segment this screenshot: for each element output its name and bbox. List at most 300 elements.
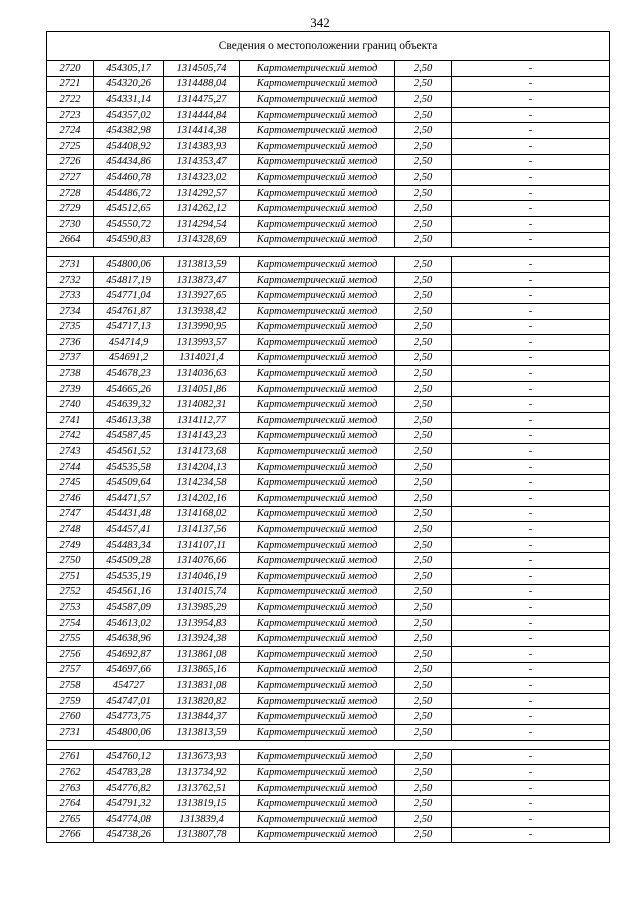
y-coordinate-cell: 1313831,08: [164, 678, 240, 694]
y-coordinate-cell: 1313990,95: [164, 319, 240, 335]
point-number-cell: 2728: [47, 185, 94, 201]
separator-cell: [240, 740, 395, 749]
y-coordinate-cell: 1313813,59: [164, 257, 240, 273]
point-number-cell: 2731: [47, 724, 94, 740]
table-row: [47, 61, 610, 77]
point-number-cell: 2759: [47, 693, 94, 709]
point-number-cell: 2756: [47, 646, 94, 662]
y-coordinate-cell: 1314505,74: [164, 61, 240, 77]
point-number-cell: 2757: [47, 662, 94, 678]
description-cell: -: [452, 827, 610, 843]
x-coordinate-cell: 454509,64: [94, 475, 164, 491]
y-coordinate-cell: 1314076,66: [164, 553, 240, 569]
x-coordinate-cell: 454483,34: [94, 537, 164, 553]
table-row: [47, 709, 610, 725]
accuracy-cell: 2,50: [395, 397, 452, 413]
method-cell: Картометрический метод: [240, 709, 395, 725]
description-cell: -: [452, 475, 610, 491]
separator-cell: [47, 248, 94, 257]
point-number-cell: 2749: [47, 537, 94, 553]
table-row: [47, 138, 610, 154]
description-cell: -: [452, 170, 610, 186]
y-coordinate-cell: 1313954,83: [164, 615, 240, 631]
x-coordinate-cell: 454665,26: [94, 381, 164, 397]
y-coordinate-cell: 1314323,02: [164, 170, 240, 186]
accuracy-cell: 2,50: [395, 272, 452, 288]
description-cell: -: [452, 381, 610, 397]
point-number-cell: 2730: [47, 216, 94, 232]
point-number-cell: 2721: [47, 76, 94, 92]
table-row: [47, 537, 610, 553]
table-row: [47, 615, 610, 631]
accuracy-cell: 2,50: [395, 584, 452, 600]
accuracy-cell: 2,50: [395, 413, 452, 429]
method-cell: Картометрический метод: [240, 600, 395, 616]
table-row: [47, 600, 610, 616]
table-row: [47, 693, 610, 709]
description-cell: -: [452, 646, 610, 662]
method-cell: Картометрический метод: [240, 662, 395, 678]
table-row: [47, 827, 610, 843]
accuracy-cell: 2,50: [395, 138, 452, 154]
table-row: [47, 350, 610, 366]
y-coordinate-cell: 1314173,68: [164, 444, 240, 460]
method-cell: Картометрический метод: [240, 780, 395, 796]
method-cell: Картометрический метод: [240, 257, 395, 273]
point-number-cell: 2760: [47, 709, 94, 725]
x-coordinate-cell: 454774,08: [94, 811, 164, 827]
y-coordinate-cell: 1313865,16: [164, 662, 240, 678]
accuracy-cell: 2,50: [395, 381, 452, 397]
description-cell: -: [452, 584, 610, 600]
method-cell: Картометрический метод: [240, 232, 395, 248]
y-coordinate-cell: 1314292,57: [164, 185, 240, 201]
x-coordinate-cell: 454817,19: [94, 272, 164, 288]
x-coordinate-cell: 454800,06: [94, 724, 164, 740]
point-number-cell: 2741: [47, 413, 94, 429]
y-coordinate-cell: 1313839,4: [164, 811, 240, 827]
point-number-cell: 2742: [47, 428, 94, 444]
description-cell: -: [452, 350, 610, 366]
description-cell: -: [452, 724, 610, 740]
separator-cell: [164, 248, 240, 257]
method-cell: Картометрический метод: [240, 123, 395, 139]
method-cell: Картометрический метод: [240, 553, 395, 569]
x-coordinate-cell: 454717,13: [94, 319, 164, 335]
accuracy-cell: 2,50: [395, 366, 452, 382]
y-coordinate-cell: 1314112,77: [164, 413, 240, 429]
y-coordinate-cell: 1313927,65: [164, 288, 240, 304]
table-row: [47, 522, 610, 538]
method-cell: Картометрический метод: [240, 537, 395, 553]
accuracy-cell: 2,50: [395, 123, 452, 139]
y-coordinate-cell: 1314137,56: [164, 522, 240, 538]
table-row: [47, 170, 610, 186]
description-cell: -: [452, 92, 610, 108]
method-cell: Картометрический метод: [240, 724, 395, 740]
x-coordinate-cell: 454305,17: [94, 61, 164, 77]
x-coordinate-cell: 454535,58: [94, 459, 164, 475]
point-number-cell: 2736: [47, 335, 94, 351]
point-number-cell: 2725: [47, 138, 94, 154]
method-cell: Картометрический метод: [240, 397, 395, 413]
x-coordinate-cell: 454320,26: [94, 76, 164, 92]
table-row: [47, 631, 610, 647]
point-number-cell: 2761: [47, 749, 94, 765]
x-coordinate-cell: 454535,19: [94, 569, 164, 585]
y-coordinate-cell: 1314414,38: [164, 123, 240, 139]
table-row: [47, 366, 610, 382]
x-coordinate-cell: 454471,57: [94, 491, 164, 507]
point-number-cell: 2739: [47, 381, 94, 397]
method-cell: Картометрический метод: [240, 459, 395, 475]
table-row: [47, 475, 610, 491]
table-row: [47, 491, 610, 507]
separator-cell: [240, 248, 395, 257]
description-cell: -: [452, 123, 610, 139]
y-coordinate-cell: 1314262,12: [164, 201, 240, 217]
method-cell: Картометрический метод: [240, 366, 395, 382]
method-cell: Картометрический метод: [240, 138, 395, 154]
accuracy-cell: 2,50: [395, 92, 452, 108]
table-row: [47, 201, 610, 217]
x-coordinate-cell: 454714,9: [94, 335, 164, 351]
table-title: Сведения о местоположении границ объекта: [47, 32, 610, 61]
accuracy-cell: 2,50: [395, 288, 452, 304]
accuracy-cell: 2,50: [395, 350, 452, 366]
description-cell: -: [452, 693, 610, 709]
x-coordinate-cell: 454486,72: [94, 185, 164, 201]
x-coordinate-cell: 454512,65: [94, 201, 164, 217]
point-number-cell: 2731: [47, 257, 94, 273]
method-cell: Картометрический метод: [240, 678, 395, 694]
y-coordinate-cell: 1314036,63: [164, 366, 240, 382]
method-cell: Картометрический метод: [240, 335, 395, 351]
table-row: [47, 232, 610, 248]
point-number-cell: 2747: [47, 506, 94, 522]
x-coordinate-cell: 454738,26: [94, 827, 164, 843]
table-row: [47, 584, 610, 600]
description-cell: -: [452, 138, 610, 154]
point-number-cell: 2738: [47, 366, 94, 382]
accuracy-cell: 2,50: [395, 709, 452, 725]
description-cell: -: [452, 397, 610, 413]
description-cell: -: [452, 185, 610, 201]
method-cell: Картометрический метод: [240, 444, 395, 460]
description-cell: -: [452, 76, 610, 92]
accuracy-cell: 2,50: [395, 506, 452, 522]
table-row: [47, 646, 610, 662]
y-coordinate-cell: 1313993,57: [164, 335, 240, 351]
point-number-cell: 2735: [47, 319, 94, 335]
table-row: [47, 724, 610, 740]
description-cell: -: [452, 765, 610, 781]
description-cell: -: [452, 780, 610, 796]
description-cell: -: [452, 319, 610, 335]
y-coordinate-cell: 1314353,47: [164, 154, 240, 170]
accuracy-cell: 2,50: [395, 811, 452, 827]
y-coordinate-cell: 1313844,37: [164, 709, 240, 725]
y-coordinate-cell: 1313924,38: [164, 631, 240, 647]
separator-cell: [452, 248, 610, 257]
table-row: [47, 811, 610, 827]
x-coordinate-cell: 454760,12: [94, 749, 164, 765]
description-cell: -: [452, 366, 610, 382]
x-coordinate-cell: 454773,75: [94, 709, 164, 725]
x-coordinate-cell: 454776,82: [94, 780, 164, 796]
y-coordinate-cell: 1314488,04: [164, 76, 240, 92]
table-row: [47, 459, 610, 475]
table-body: [47, 32, 610, 843]
description-cell: -: [452, 662, 610, 678]
x-coordinate-cell: 454697,66: [94, 662, 164, 678]
y-coordinate-cell: 1313820,82: [164, 693, 240, 709]
point-number-cell: 2729: [47, 201, 94, 217]
description-cell: -: [452, 600, 610, 616]
y-coordinate-cell: 1313813,59: [164, 724, 240, 740]
accuracy-cell: 2,50: [395, 522, 452, 538]
table-row: [47, 569, 610, 585]
accuracy-cell: 2,50: [395, 749, 452, 765]
description-cell: -: [452, 335, 610, 351]
point-number-cell: 2755: [47, 631, 94, 647]
description-cell: -: [452, 303, 610, 319]
point-number-cell: 2737: [47, 350, 94, 366]
point-number-cell: 2752: [47, 584, 94, 600]
table-row: [47, 335, 610, 351]
y-coordinate-cell: 1313807,78: [164, 827, 240, 843]
description-cell: -: [452, 61, 610, 77]
y-coordinate-cell: 1314143,23: [164, 428, 240, 444]
point-number-cell: 2722: [47, 92, 94, 108]
accuracy-cell: 2,50: [395, 170, 452, 186]
method-cell: Картометрический метод: [240, 522, 395, 538]
method-cell: Картометрический метод: [240, 428, 395, 444]
description-cell: -: [452, 569, 610, 585]
table-row: [47, 796, 610, 812]
x-coordinate-cell: 454331,14: [94, 92, 164, 108]
table-row: [47, 216, 610, 232]
table-row: [47, 288, 610, 304]
method-cell: Картометрический метод: [240, 413, 395, 429]
table-row: [47, 303, 610, 319]
method-cell: Картометрический метод: [240, 584, 395, 600]
separator-cell: [395, 740, 452, 749]
y-coordinate-cell: 1313762,51: [164, 780, 240, 796]
point-number-cell: 2745: [47, 475, 94, 491]
x-coordinate-cell: 454761,87: [94, 303, 164, 319]
y-coordinate-cell: 1313938,42: [164, 303, 240, 319]
table-row: [47, 553, 610, 569]
x-coordinate-cell: 454691,2: [94, 350, 164, 366]
method-cell: Картометрический метод: [240, 303, 395, 319]
method-cell: Картометрический метод: [240, 92, 395, 108]
group-separator: [47, 740, 610, 749]
y-coordinate-cell: 1314204,13: [164, 459, 240, 475]
description-cell: -: [452, 107, 610, 123]
description-cell: -: [452, 428, 610, 444]
method-cell: Картометрический метод: [240, 491, 395, 507]
accuracy-cell: 2,50: [395, 553, 452, 569]
x-coordinate-cell: 454460,78: [94, 170, 164, 186]
y-coordinate-cell: 1313734,92: [164, 765, 240, 781]
y-coordinate-cell: 1314168,02: [164, 506, 240, 522]
point-number-cell: 2723: [47, 107, 94, 123]
point-number-cell: 2763: [47, 780, 94, 796]
x-coordinate-cell: 454382,98: [94, 123, 164, 139]
method-cell: Картометрический метод: [240, 646, 395, 662]
accuracy-cell: 2,50: [395, 600, 452, 616]
description-cell: -: [452, 678, 610, 694]
method-cell: Картометрический метод: [240, 765, 395, 781]
y-coordinate-cell: 1314202,16: [164, 491, 240, 507]
method-cell: Картометрический метод: [240, 61, 395, 77]
x-coordinate-cell: 454800,06: [94, 257, 164, 273]
separator-cell: [94, 740, 164, 749]
x-coordinate-cell: 454613,38: [94, 413, 164, 429]
y-coordinate-cell: 1314015,74: [164, 584, 240, 600]
method-cell: Картометрический метод: [240, 319, 395, 335]
method-cell: Картометрический метод: [240, 631, 395, 647]
method-cell: Картометрический метод: [240, 811, 395, 827]
accuracy-cell: 2,50: [395, 335, 452, 351]
accuracy-cell: 2,50: [395, 319, 452, 335]
description-cell: -: [452, 288, 610, 304]
description-cell: -: [452, 631, 610, 647]
table-title-row: [47, 32, 610, 61]
method-cell: Картометрический метод: [240, 170, 395, 186]
method-cell: Картометрический метод: [240, 615, 395, 631]
separator-cell: [47, 740, 94, 749]
method-cell: Картометрический метод: [240, 350, 395, 366]
x-coordinate-cell: 454590,83: [94, 232, 164, 248]
table-row: [47, 272, 610, 288]
point-number-cell: 2758: [47, 678, 94, 694]
y-coordinate-cell: 1314051,86: [164, 381, 240, 397]
method-cell: Картометрический метод: [240, 288, 395, 304]
table-row: [47, 428, 610, 444]
x-coordinate-cell: 454509,28: [94, 553, 164, 569]
x-coordinate-cell: 454727: [94, 678, 164, 694]
table-row: [47, 154, 610, 170]
accuracy-cell: 2,50: [395, 107, 452, 123]
point-number-cell: 2762: [47, 765, 94, 781]
accuracy-cell: 2,50: [395, 827, 452, 843]
description-cell: -: [452, 709, 610, 725]
table-row: [47, 107, 610, 123]
separator-cell: [164, 740, 240, 749]
description-cell: -: [452, 154, 610, 170]
table-row: [47, 749, 610, 765]
method-cell: Картометрический метод: [240, 381, 395, 397]
point-number-cell: 2726: [47, 154, 94, 170]
point-number-cell: 2740: [47, 397, 94, 413]
x-coordinate-cell: 454561,52: [94, 444, 164, 460]
y-coordinate-cell: 1313985,29: [164, 600, 240, 616]
accuracy-cell: 2,50: [395, 459, 452, 475]
description-cell: -: [452, 749, 610, 765]
separator-cell: [395, 248, 452, 257]
x-coordinate-cell: 454408,92: [94, 138, 164, 154]
table-row: [47, 381, 610, 397]
method-cell: Картометрический метод: [240, 76, 395, 92]
point-number-cell: 2732: [47, 272, 94, 288]
point-number-cell: 2746: [47, 491, 94, 507]
description-cell: -: [452, 522, 610, 538]
y-coordinate-cell: 1314475,27: [164, 92, 240, 108]
x-coordinate-cell: 454638,96: [94, 631, 164, 647]
x-coordinate-cell: 454587,45: [94, 428, 164, 444]
y-coordinate-cell: 1313673,93: [164, 749, 240, 765]
y-coordinate-cell: 1314234,58: [164, 475, 240, 491]
accuracy-cell: 2,50: [395, 765, 452, 781]
table-row: [47, 397, 610, 413]
accuracy-cell: 2,50: [395, 201, 452, 217]
y-coordinate-cell: 1314328,69: [164, 232, 240, 248]
y-coordinate-cell: 1314082,31: [164, 397, 240, 413]
accuracy-cell: 2,50: [395, 693, 452, 709]
method-cell: Картометрический метод: [240, 107, 395, 123]
point-number-cell: 2743: [47, 444, 94, 460]
x-coordinate-cell: 454357,02: [94, 107, 164, 123]
table-row: [47, 444, 610, 460]
x-coordinate-cell: 454613,02: [94, 615, 164, 631]
description-cell: -: [452, 537, 610, 553]
table-row: [47, 413, 610, 429]
boundary-table: [46, 31, 610, 843]
accuracy-cell: 2,50: [395, 662, 452, 678]
accuracy-cell: 2,50: [395, 780, 452, 796]
accuracy-cell: 2,50: [395, 678, 452, 694]
table-row: [47, 506, 610, 522]
table-row: [47, 319, 610, 335]
point-number-cell: 2764: [47, 796, 94, 812]
table-row: [47, 678, 610, 694]
method-cell: Картометрический метод: [240, 827, 395, 843]
point-number-cell: 2765: [47, 811, 94, 827]
method-cell: Картометрический метод: [240, 216, 395, 232]
x-coordinate-cell: 454639,32: [94, 397, 164, 413]
accuracy-cell: 2,50: [395, 646, 452, 662]
x-coordinate-cell: 454692,87: [94, 646, 164, 662]
description-cell: -: [452, 796, 610, 812]
description-cell: -: [452, 272, 610, 288]
accuracy-cell: 2,50: [395, 232, 452, 248]
table-row: [47, 185, 610, 201]
y-coordinate-cell: 1314107,11: [164, 537, 240, 553]
method-cell: Картометрический метод: [240, 569, 395, 585]
description-cell: -: [452, 232, 610, 248]
x-coordinate-cell: 454771,04: [94, 288, 164, 304]
method-cell: Картометрический метод: [240, 749, 395, 765]
point-number-cell: 2727: [47, 170, 94, 186]
point-number-cell: 2750: [47, 553, 94, 569]
accuracy-cell: 2,50: [395, 61, 452, 77]
x-coordinate-cell: 454434,86: [94, 154, 164, 170]
accuracy-cell: 2,50: [395, 428, 452, 444]
description-cell: -: [452, 615, 610, 631]
description-cell: -: [452, 491, 610, 507]
y-coordinate-cell: 1314383,93: [164, 138, 240, 154]
accuracy-cell: 2,50: [395, 185, 452, 201]
point-number-cell: 2664: [47, 232, 94, 248]
method-cell: Картометрический метод: [240, 201, 395, 217]
x-coordinate-cell: 454791,32: [94, 796, 164, 812]
description-cell: -: [452, 459, 610, 475]
description-cell: -: [452, 444, 610, 460]
method-cell: Картометрический метод: [240, 154, 395, 170]
description-cell: -: [452, 553, 610, 569]
